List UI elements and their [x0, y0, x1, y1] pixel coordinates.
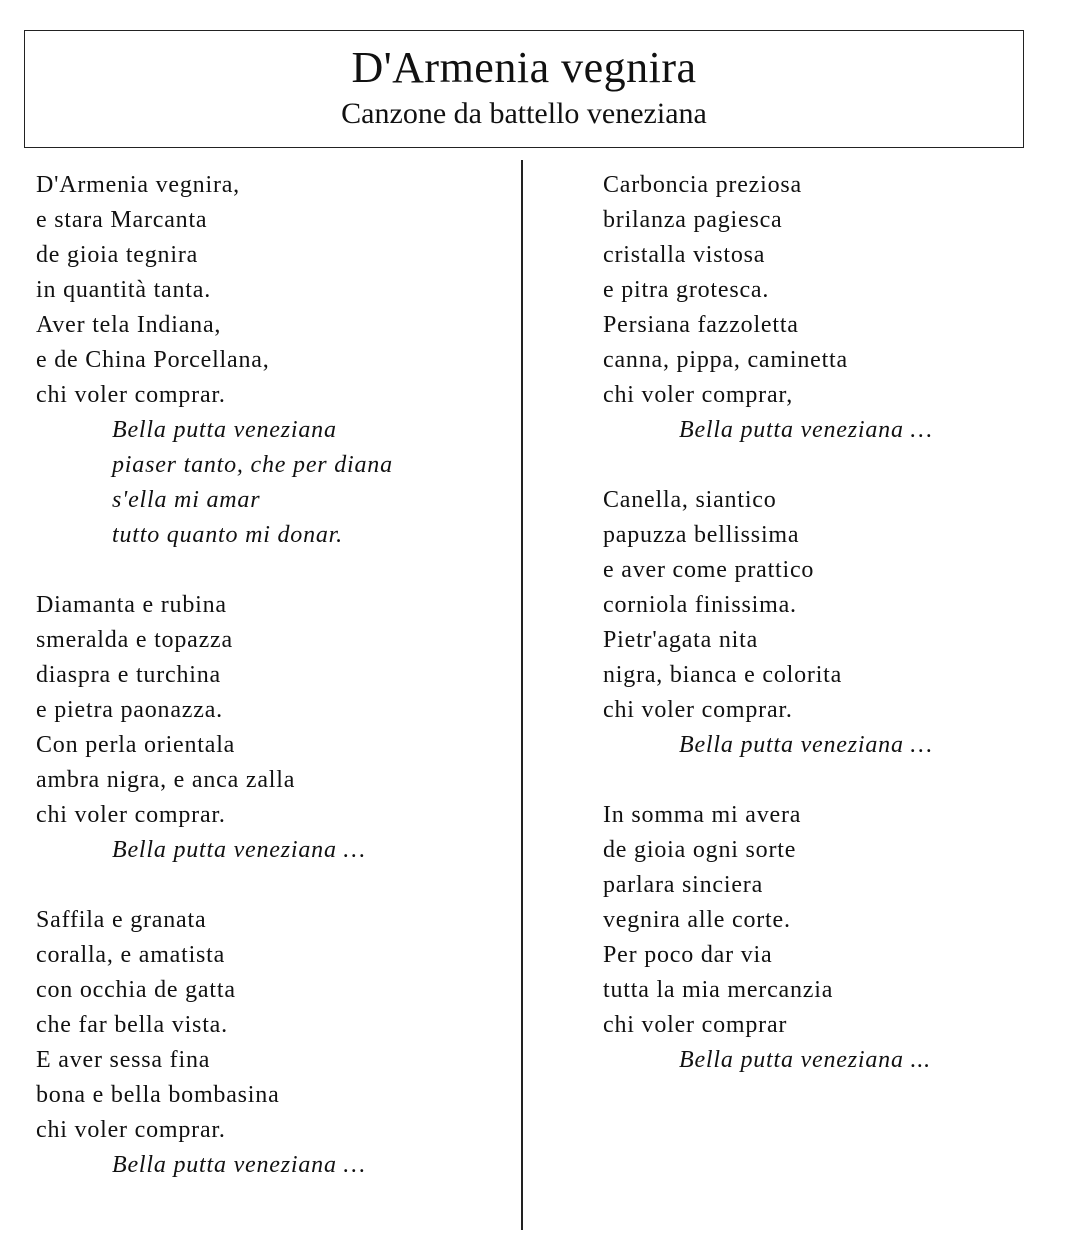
verse-line: Saffila e granata	[36, 907, 207, 933]
verse-line: e de China Porcellana,	[36, 347, 270, 373]
verse-line: corniola finissima.	[603, 592, 797, 618]
verse-line: chi voler comprar.	[36, 802, 226, 828]
verse-line: papuzza bellissima	[603, 522, 800, 548]
stanza	[36, 168, 506, 553]
verse-line: de gioia ogni sorte	[603, 837, 797, 863]
stanza	[603, 798, 1043, 1078]
verse-line: chi voler comprar.	[36, 1117, 226, 1143]
verse-line: vegnira alle corte.	[603, 907, 791, 933]
right-column	[603, 168, 1043, 1113]
verse-line: Canella, siantico	[603, 487, 777, 513]
verse-line: E aver sessa fina	[36, 1047, 211, 1073]
left-column	[36, 168, 506, 1218]
verse-line: canna, pippa, caminetta	[603, 347, 848, 373]
verse-line: in quantità tanta.	[36, 277, 212, 303]
verse-line: Pietr'agata nita	[603, 627, 759, 653]
verse-line: brilanza pagiesca	[603, 207, 783, 233]
verse-line: e pitra grotesca.	[603, 277, 770, 303]
verse-line: cristalla vistosa	[603, 242, 766, 268]
verse-line: e stara Marcanta	[36, 207, 208, 233]
stanza	[36, 588, 506, 868]
refrain-line: Bella putta veneziana …	[679, 732, 933, 758]
stanza	[603, 168, 1043, 448]
verse-line: diaspra e turchina	[36, 662, 221, 688]
column-divider	[521, 160, 523, 1230]
refrain-line: piaser tanto, che per diana	[112, 452, 393, 478]
verse-line: parlara sinciera	[603, 872, 764, 898]
verse-line: Aver tela Indiana,	[36, 312, 222, 338]
verse-line: ambra nigra, e anca zalla	[36, 767, 296, 793]
stanza	[603, 483, 1043, 763]
stanza	[36, 903, 506, 1183]
verse-line: e aver come prattico	[603, 557, 815, 583]
refrain-line: Bella putta veneziana …	[112, 837, 366, 863]
song-title: D'Armenia vegnira	[351, 43, 697, 92]
refrain-line: Bella putta veneziana …	[679, 417, 933, 443]
refrain-line: s'ella mi amar	[112, 487, 261, 513]
title-box	[24, 30, 1024, 148]
verse-line: chi voler comprar	[603, 1012, 788, 1038]
verse-line: e pietra paonazza.	[36, 697, 223, 723]
verse-line: tutta la mia mercanzia	[603, 977, 834, 1003]
verse-line: Diamanta e rubina	[36, 592, 227, 618]
refrain-line: Bella putta veneziana	[112, 417, 337, 443]
verse-line: nigra, bianca e colorita	[603, 662, 843, 688]
verse-line: chi voler comprar.	[36, 382, 226, 408]
verse-line: Per poco dar via	[603, 942, 773, 968]
refrain-line: Bella putta veneziana ...	[679, 1047, 931, 1073]
verse-line: In somma mi avera	[603, 802, 802, 828]
verse-line: con occhia de gatta	[36, 977, 236, 1003]
verse-line: chi voler comprar,	[603, 382, 794, 408]
verse-line: de gioia tegnira	[36, 242, 199, 268]
verse-line: bona e bella bombasina	[36, 1082, 280, 1108]
verse-line: Con perla orientala	[36, 732, 236, 758]
song-subtitle: Canzone da battello veneziana	[341, 97, 707, 130]
refrain-line: tutto quanto mi donar.	[112, 522, 343, 548]
verse-line: smeralda e topazza	[36, 627, 233, 653]
verse-line: Carboncia preziosa	[603, 172, 802, 198]
verse-line: Persiana fazzoletta	[603, 312, 799, 338]
verse-line: D'Armenia vegnira,	[36, 172, 240, 198]
verse-line: chi voler comprar.	[603, 697, 793, 723]
verse-line: che far bella vista.	[36, 1012, 228, 1038]
refrain-line: Bella putta veneziana …	[112, 1152, 366, 1178]
verse-line: coralla, e amatista	[36, 942, 226, 968]
